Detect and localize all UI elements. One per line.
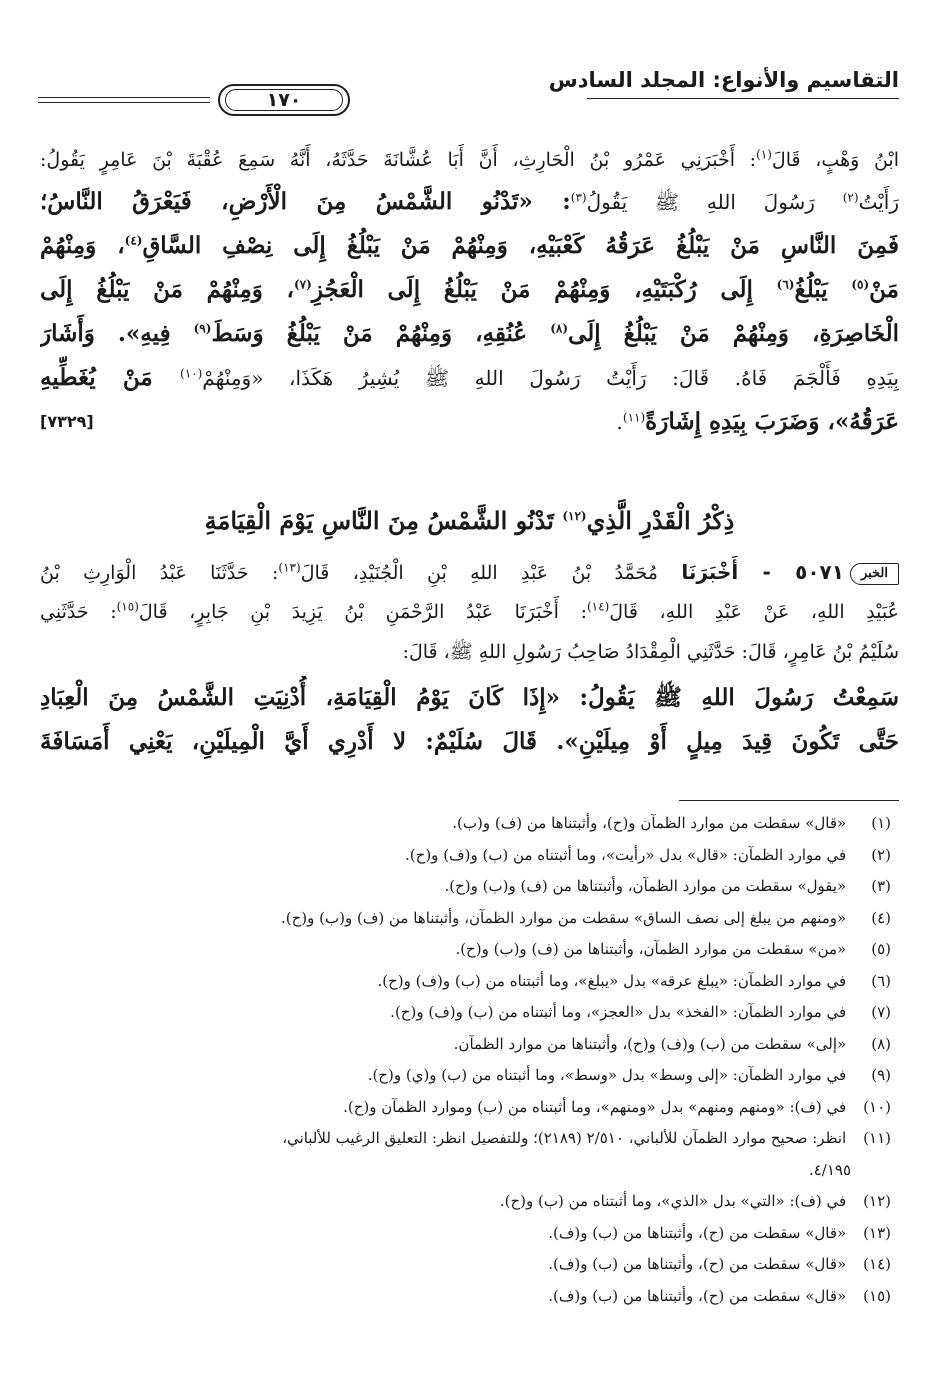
- footnote: (٧) في موارد الظمآن: «الفخذ» بدل «العجز»، وما أثبتناه من (ب) و(ف) و(ح).: [390, 1003, 891, 1021]
- text-line: الخبر٥٠٧١ - أَخْبَرَنَا مُحَمَّدُ بْنُ عَبْدِ اللهِ بْنِ الْجُنَيْدِ، قَالَ$^{(١٣)}$: حَدَّثَنَا عَبْدُ الْوَارِثِ بْنُ: [40, 552, 899, 592]
- footnote-separator: [679, 800, 899, 801]
- running-title: التقاسيم والأنواع: المجلد السادس: [548, 68, 899, 92]
- footnote-continuation: ٤/١٩٥.: [808, 1160, 851, 1179]
- reference-number: [٧٣٢٩]: [40, 412, 94, 431]
- text-line: حَتَّى تَكُونَ قِيدَ مِيلٍ أَوْ مِيلَيْنِ». قَالَ سُلَيْمٌ: لا أَدْرِي أَيَّ الْمِيلَيْنِ، يَعْنِي أَمَسَافَةَ: [40, 728, 899, 755]
- text-line: الْخَاصِرَةِ، وَمِنْهُمْ مَنْ يَبْلُغُ إِلَى$^{(٨)}$ عُنُقِهِ، وَمِنْهُمْ مَنْ يَبْلُغُ وَسَطَ$^{(٩)}$ فِيهِ». وَأَشَارَ: [40, 320, 899, 347]
- hadith-text: [40, 552, 899, 764]
- text-line: فَمِنَ النَّاسِ مَنْ يَبْلُغُ عَرَقُهُ كَعْبَيْهِ، وَمِنْهُمْ مَنْ يَبْلُغُ إِلَى نِصْفِ السَّاقِ$^{(٤)}$، وَمِنْهُمْ: [40, 232, 899, 259]
- footnote-ref: (٤): [124, 233, 143, 248]
- footnote: (١٠) في (ف): «ومنهم ومنهم» بدل «ومنهم»، وما أثبتناه من (ب) وموارد الظمآن و(ح).: [343, 1097, 891, 1116]
- footnote: (١١) انظر: صحيح موارد الظمآن للألباني، ٢/٥١٠ (٢١٨٩)؛ وللتفصيل انظر: التعليق الرغيب للألباني،: [282, 1129, 891, 1147]
- text-line: مَنْ$^{(٥)}$ يَبْلُغُ$^{(٦)}$ إِلَى رُكْبَتَيْهِ، وَمِنْهُمْ مَنْ يَبْلُغُ إِلَى الْعَجُزِ$^{(٧)}$، وَمِنْهُمْ مَنْ يَبْلُغُ إِلَى: [40, 276, 899, 303]
- hadith-badge: الخبر: [850, 563, 899, 585]
- text-line: رَأَيْتُ$^{(٢)}$ رَسُولَ اللهِ ﷺ يَقُولُ$^{(٣)}$: «تَدْنُو الشَّمْسُ مِنَ الْأَرْضِ، فَيَعْرَقُ النَّاسُ؛: [40, 188, 899, 215]
- footnote-ref: (١١): [622, 410, 646, 425]
- footnote-ref: (٧): [293, 277, 312, 292]
- page-number-frame: [218, 84, 350, 116]
- text-line: عُبَيْدِ اللهِ، عَنْ عَبْدِ اللهِ، قَالَ$^{(١٤)}$: أَخْبَرَنَا عَبْدُ الرَّحْمَنِ بْنُ يَزِيدَ بْنِ جَابِرٍ، قَالَ$^{(١٥)}$: حَدَّثَنِي: [40, 599, 899, 623]
- page-number: ١٧٠: [225, 89, 343, 111]
- footnote-ref: (١): [756, 147, 772, 162]
- footnote: (٢) في موارد الظمآن: «قال» بدل «رأيت»، وما أثبتناه من (ب) و(ف) و(ح).: [405, 845, 891, 864]
- text-line: سَمِعْتُ رَسُولَ اللهِ ﷺ يَقُولُ: «إِذَا كَانَ يَوْمُ الْقِيَامَةِ، أُدْنِيَتِ الشَّمْسُ مِنَ الْعِبَادِ: [40, 684, 899, 711]
- header-rule: [38, 102, 210, 103]
- footnote-ref: (١٢): [562, 509, 587, 523]
- footnote-ref: (٩): [193, 321, 212, 336]
- footnote-ref: (١٤): [586, 599, 610, 614]
- footnote: (٩) في موارد الظمآن: «إلى وسط» بدل «وسط»، وما أثبتناه من (ب) و(ي) و(ح).: [367, 1066, 891, 1084]
- footnote: (١٣) «قال» سقطت من (ح)، وأثبتناها من (ب) و(ف).: [548, 1223, 891, 1242]
- footnote: (١٤) «قال» سقطت من (ح)، وأثبتناها من (ب) و(ف).: [548, 1255, 891, 1273]
- footnote-ref: (١٣): [278, 560, 301, 575]
- footnote: (١) «قال» سقطت من موارد الظمآن و(ح)، وأثبتناها من (ف) و(ب).: [452, 814, 891, 832]
- footnote-ref: (٣): [570, 190, 587, 205]
- section: [40, 494, 899, 548]
- text-line: ابْنُ وَهْبٍ، قَالَ$^{(١)}$: أَخْبَرَنِي عَمْرُو بْنُ الْحَارِثِ، أَنَّ أَبَا عُشَّانَةَ حَدَّثَهُ، أَنَّهُ سَمِعَ عُقْبَةَ بْنَ عَامِرٍ يَقُولُ:: [40, 147, 899, 171]
- footnote: (٣) «يقول» سقطت من موارد الظمآن، وأثبتناها من (ف) و(ب) و(ح).: [444, 877, 891, 895]
- footnote-ref: (٦): [776, 277, 795, 292]
- text-line: عَرَقُهُ»، وَضَرَبَ بِيَدِهِ إِشَارَةً$^{(١١)}$. [٧٣٢٩]: [40, 400, 899, 444]
- footnote: (١٢) في (ف): «التي» بدل «الذي»، وما أثبتناه من (ب) و(ح).: [499, 1192, 891, 1210]
- footnote: (٦) في موارد الظمآن: «يبلغ عرقه» بدل «يبلغ»، وما أثبتناه من (ب) و(ف) و(ح).: [377, 971, 891, 990]
- footnote: (٨) «إلى» سقطت من (ب) و(ف) و(ح)، وأثبتناها من موارد الظمآن.: [453, 1034, 891, 1053]
- footnote: (٥) «من» سقطت من موارد الظمآن، وأثبتناها من (ف) و(ب) و(ح).: [455, 940, 891, 958]
- text-line: سُلَيْمُ بْنُ عَامِرٍ، قَالَ: حَدَّثَنِي الْمِقْدَادُ صَاحِبُ رَسُولِ اللهِ ﷺ، قَالَ:: [402, 641, 899, 663]
- footnote-ref: (٨): [550, 321, 569, 336]
- header-rule: [38, 97, 210, 98]
- header-rule: [587, 98, 899, 99]
- footnote-ref: (٥): [851, 277, 870, 292]
- section-heading: ذِكْرُ الْقَدْرِ الَّذِي$^{(١٢)}$ تَدْنُو الشَّمْسُ مِنَ النَّاسِ يَوْمَ الْقِيَامَةِ: [204, 506, 735, 535]
- footnote-ref: (١٥): [116, 599, 139, 614]
- footnote: (١٥) «قال» سقطت من (ح)، وأثبتناها من (ب) و(ف).: [548, 1286, 891, 1305]
- hadith-number: ٥٠٧١ - أَخْبَرَنَا: [681, 560, 844, 584]
- footnote: (٤) «ومنهم من يبلغ إلى نصف الساق» سقطت من موارد الظمآن، وأثبتناها من (ف) و(ب) و(ح).: [280, 908, 891, 927]
- text-line: بِيَدِهِ فَأَلْجَمَ فَاهُ. قَالَ: رَأَيْتُ رَسُولَ اللهِ ﷺ يُشِيرُ هَكَذَا، «وَمِنْهُمْ$^{(١٠)}$ مَنْ يُغَطِّيهِ: [40, 364, 899, 391]
- main-text: [40, 140, 899, 444]
- footnotes: [40, 808, 891, 1312]
- footnote-ref: (١٠): [180, 366, 203, 381]
- footnote-ref: (٢): [842, 190, 859, 205]
